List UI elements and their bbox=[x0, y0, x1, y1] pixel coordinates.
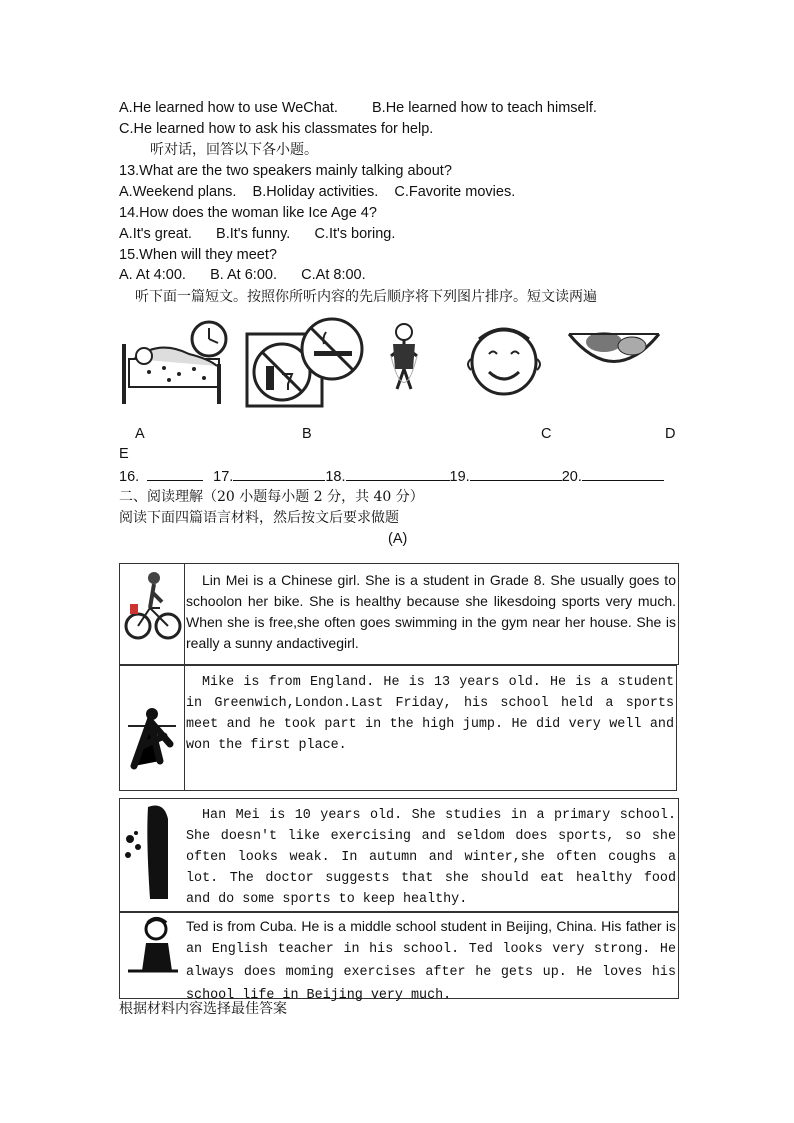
jump-rope-picture bbox=[369, 314, 439, 409]
q13-question: 13.What are the two speakers mainly talking about? bbox=[119, 163, 452, 179]
section-heading: 二、阅读理解（20 小题每小题 2 分，共 40 分） bbox=[119, 489, 424, 505]
letter-b: B bbox=[302, 426, 312, 442]
profile-han-mei bbox=[119, 798, 679, 912]
final-instruction: 根据材料内容选择最佳答案 bbox=[119, 1001, 287, 1017]
profile-lin-mei bbox=[119, 563, 679, 665]
letter-e: E bbox=[119, 446, 129, 462]
profile-ted bbox=[119, 912, 679, 1003]
blank-19-label: 19. bbox=[449, 469, 470, 485]
photo-cyclist bbox=[120, 564, 185, 664]
q12-option-a: A.He learned how to use WeChat. bbox=[119, 100, 338, 116]
q14-options: A.It's great. B.It's funny. C.It's boring. bbox=[119, 226, 396, 242]
bicycle-icon bbox=[120, 564, 184, 664]
food-plate-picture bbox=[564, 314, 664, 384]
blank-20[interactable] bbox=[582, 466, 664, 481]
dialogue-instruction: 听对话，回答以下各小题。 bbox=[150, 142, 318, 158]
q12-option-c: C.He learned how to ask his classmates for help. bbox=[119, 121, 434, 137]
blank-16[interactable] bbox=[147, 466, 203, 481]
profile-mike bbox=[119, 665, 677, 791]
photo-coughing-girl bbox=[120, 799, 184, 911]
blank-18[interactable] bbox=[346, 466, 450, 481]
profile-mike-text: Mike is from England. He is 13 years old. He is a student in Greenwich,London.Last Friday, his school held a sports meet and he took part in the high jump. He did very well and won the first place. bbox=[186, 675, 674, 753]
sleeping-bed-picture bbox=[119, 314, 229, 409]
profile-ted-text bbox=[184, 916, 676, 1006]
smiling-face-picture bbox=[459, 314, 549, 409]
q13-options: A.Weekend plans. B.Holiday activities. C.Favorite movies. bbox=[119, 184, 516, 200]
passage-instruction: 听下面一篇短文。按照你所听内容的先后顺序将下列图片排序。短文读两遍 bbox=[135, 289, 597, 305]
passage-label: (A) bbox=[388, 531, 408, 547]
letter-d: D bbox=[665, 426, 676, 442]
girl-silhouette-icon bbox=[120, 799, 184, 911]
q14-question: 14.How does the woman like Ice Age 4? bbox=[119, 205, 377, 221]
photo-high-jump bbox=[120, 666, 185, 790]
q15-options: A. At 4:00. B. At 6:00. C.At 8:00. bbox=[119, 267, 366, 283]
profile-lin-mei-text: Lin Mei is a Chinese girl. She is a student in Grade 8. She usually goes to schoolon her bike. She is healthy because she likesdoing sports very much. When she is free,she often goes swimming in the gym near her house. She is really a sunny andactivegirl. bbox=[186, 572, 676, 651]
reading-instruction: 阅读下面四篇语言材料，然后按文后要求做题 bbox=[119, 510, 399, 526]
blank-19[interactable] bbox=[470, 466, 562, 481]
letter-c: C bbox=[541, 426, 552, 442]
no-smoking-drinking-picture bbox=[244, 314, 364, 409]
blank-17[interactable] bbox=[233, 466, 325, 481]
blank-20-label: 20. bbox=[561, 469, 582, 485]
boy-exercise-icon bbox=[120, 913, 184, 998]
high-jump-icon bbox=[120, 666, 184, 790]
profile-ted-text-part2: an English teacher in his school. Ted looks very strong. He always does moming exercises after he gets up. He loves his school life in Beijing very much. bbox=[186, 942, 676, 1003]
picture-strip bbox=[119, 314, 679, 414]
profile-ted-text-part1: Ted is from Cuba. He is a middle school student in Beijing, China. His father is bbox=[186, 918, 676, 934]
letter-a: A bbox=[135, 426, 145, 442]
q12-option-b: B.He learned how to teach himself. bbox=[372, 100, 597, 116]
blank-18-label: 18. bbox=[325, 469, 346, 485]
photo-exercising-boy bbox=[120, 913, 184, 998]
blank-16-label: 16. bbox=[119, 469, 140, 485]
answer-blanks bbox=[119, 466, 664, 487]
blank-17-label: 17. bbox=[213, 469, 234, 485]
q15-question: 15.When will they meet? bbox=[119, 247, 277, 263]
profile-han-mei-text: Han Mei is 10 years old. She studies in a primary school. She doesn't like exercising and seldom does sports, so she often looks weak. In autumn and winter,she often coughs a lot. The doctor suggests that she should eat healthy food and do some sports to keep healthy. bbox=[186, 808, 676, 907]
